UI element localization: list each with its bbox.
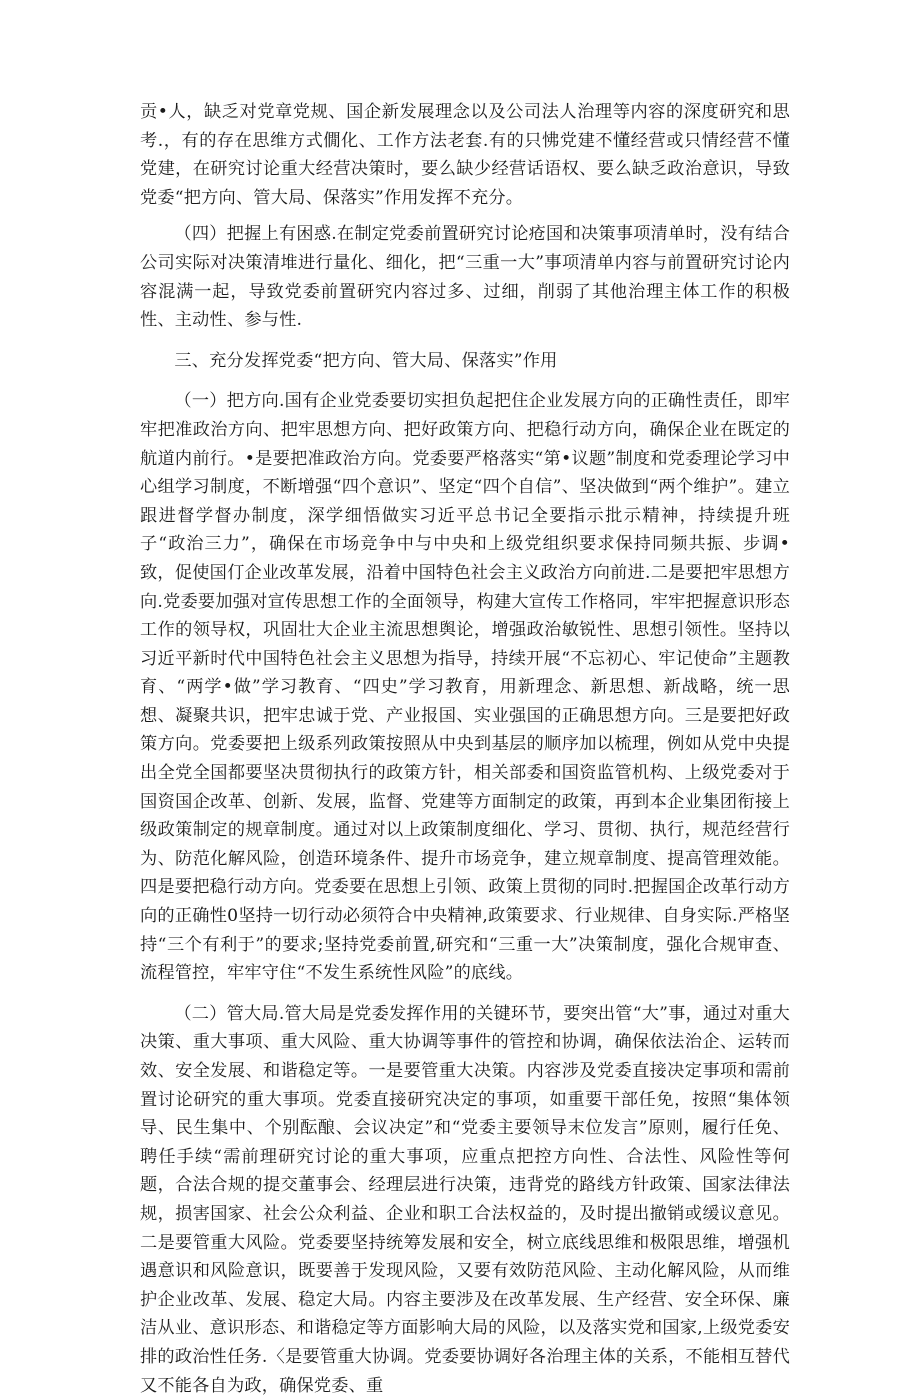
paragraph-section-four: （四）把握上有困惑.在制定党委前置研究讨论疮国和决策事项清单时，没有结合公司实际对决策清堆进行量化、细化，把“三重一大”事项清单内容与前置研究讨论内容混满一起，导致党委前置研究内容过多、过细，削弱了其他治理主体工作的积极性、主动性、参与性. <box>140 224 790 331</box>
document-page <box>140 98 790 1400</box>
section-heading-three: 三、充分发挥党委“把方向、管大局、保落实”作用 <box>174 350 558 371</box>
paragraph-direction: （一）把方向.国有企业党委要切实担负起把住企业发展方向的正确性责任，即牢牢把准政治方向、把牢思想方向、把好政策方向、把稳行动方向，确保企业在既定的航道内前行。•是要把准政治方向。党委要严格落实“第•议题”制度和党委理论学习中心组学习制度，不断增强“四个意识”、坚定“四个自信”、坚决做到“两个维护”。建立跟进督学督办制度，深学细悟做实习近平总书记全要指示批示精神，持续提升班子“政治三力”，确保在市场竞争中与中央和上级党组织要求保持同频共振、步调•致，促使国仃企业改革发展，沿着中国特色社会主义政治方向前进.二是要把牢思想方向.党委要加强对宣传思想工作的全面领导，构建大宣传工作格同，牢牢把握意识形态工作的领导权，巩固壮大企业主流思想舆论，增强政治敏锐性、思想引领性。坚持以习近平新时代中国特色社会主义思想为指导，持续开展“不忘初心、牢记使命”主题教育、“两学•做”学习教育、“四史”学习教育，用新理念、新思想、新战略，统一思想、凝聚共识，把牢忠诚于党、产业报国、实业强国的正确思想方向。三是要把好政策方向。党委要把上级系列政策按照从中央到基层的顺序加以梳理，例如从党中央提出全党全国都要坚决贯彻执行的政策方针，相关部委和国资监管机构、上级党委对于国资国企改革、创新、发展，监督、党建等方面制定的政策，再到本企业集团衔接上级政策制定的规章制度。通过对以上政策制度细化、学习、贯彻、执行，规范经营行为、防范化解风险，创造环境条件、提升市场竞争，建立规章制度、提高管理效能。四是要把稳行动方向。党委要在思想上引领、政策上贯彻的同时.把握国企改革行动方向的正确性0坚持一切行动必须符合中央精神,政策要求、行业规律、自身实际.严格坚持“三个有利于”的要求;坚持党委前置,研究和“三重一大”决策制度，强化合规审查、流程管控，牢牢守住“不发生系统性风险”的底线。 <box>140 391 790 984</box>
paragraph-continuation: 贡•人，缺乏对党章党规、国企新发展理念以及公司法人治理等内容的深度研究和思考.，有的存在思维方式僩化、工作方法老套.有的只怫党建不懂经营或只情经营不懂党建，在研究讨论重大经营决策时，要么缺少经营话语权、要么缺乏政治意识，导致党委“把方向、管大局、保落实”作用发挥不充分。 <box>140 102 790 208</box>
paragraph-overall-situation: （二）管大局.管大局是党委发挥作用的关键环节，要突出管“大”事，通过对重大决策、重大事项、重大风险、重大协调等事件的管控和协调，确保依法治企、运转而效、安全发展、和谐稳定等。一是要管重大决策。内容涉及党委直接决定事项和需前置讨论研究的重大事项。党委直接研究决定的事项，如重要干部任免，按照“集体领导、民生集中、个别酝酿、会议决定”和“党委主要领导末位发言”原则，履行任免、聘任手续“需前理研究讨论的重大事项，应重点把控方向性、合法性、风险性等何题，合法合规的提交董事会、经理层进行决策，违背党的路线方针政策、国家法律法规，损害国家、社会公众利益、企业和职工合法权益的，及时提出撤销或缓议意见。二是要管重大风险。党委要坚持统筹发展和安全，树立底线思维和极限思维，增强机遇意识和风险意识，既要善于发现风险，又要有效防范风险、主动化解风险，从而维护企业改革、发展、稳定大局。内容主要涉及在改革发展、生产经营、安全环保、廉洁从业、意识形态、和谐稳定等方面影响大局的风险，以及落实党和国家,上级党委安排的政治性任务.〈是要管重大协调。党委要协调好各治理主体的关系，不能相互替代又不能各自为政，确保党委、重 <box>140 1003 790 1396</box>
